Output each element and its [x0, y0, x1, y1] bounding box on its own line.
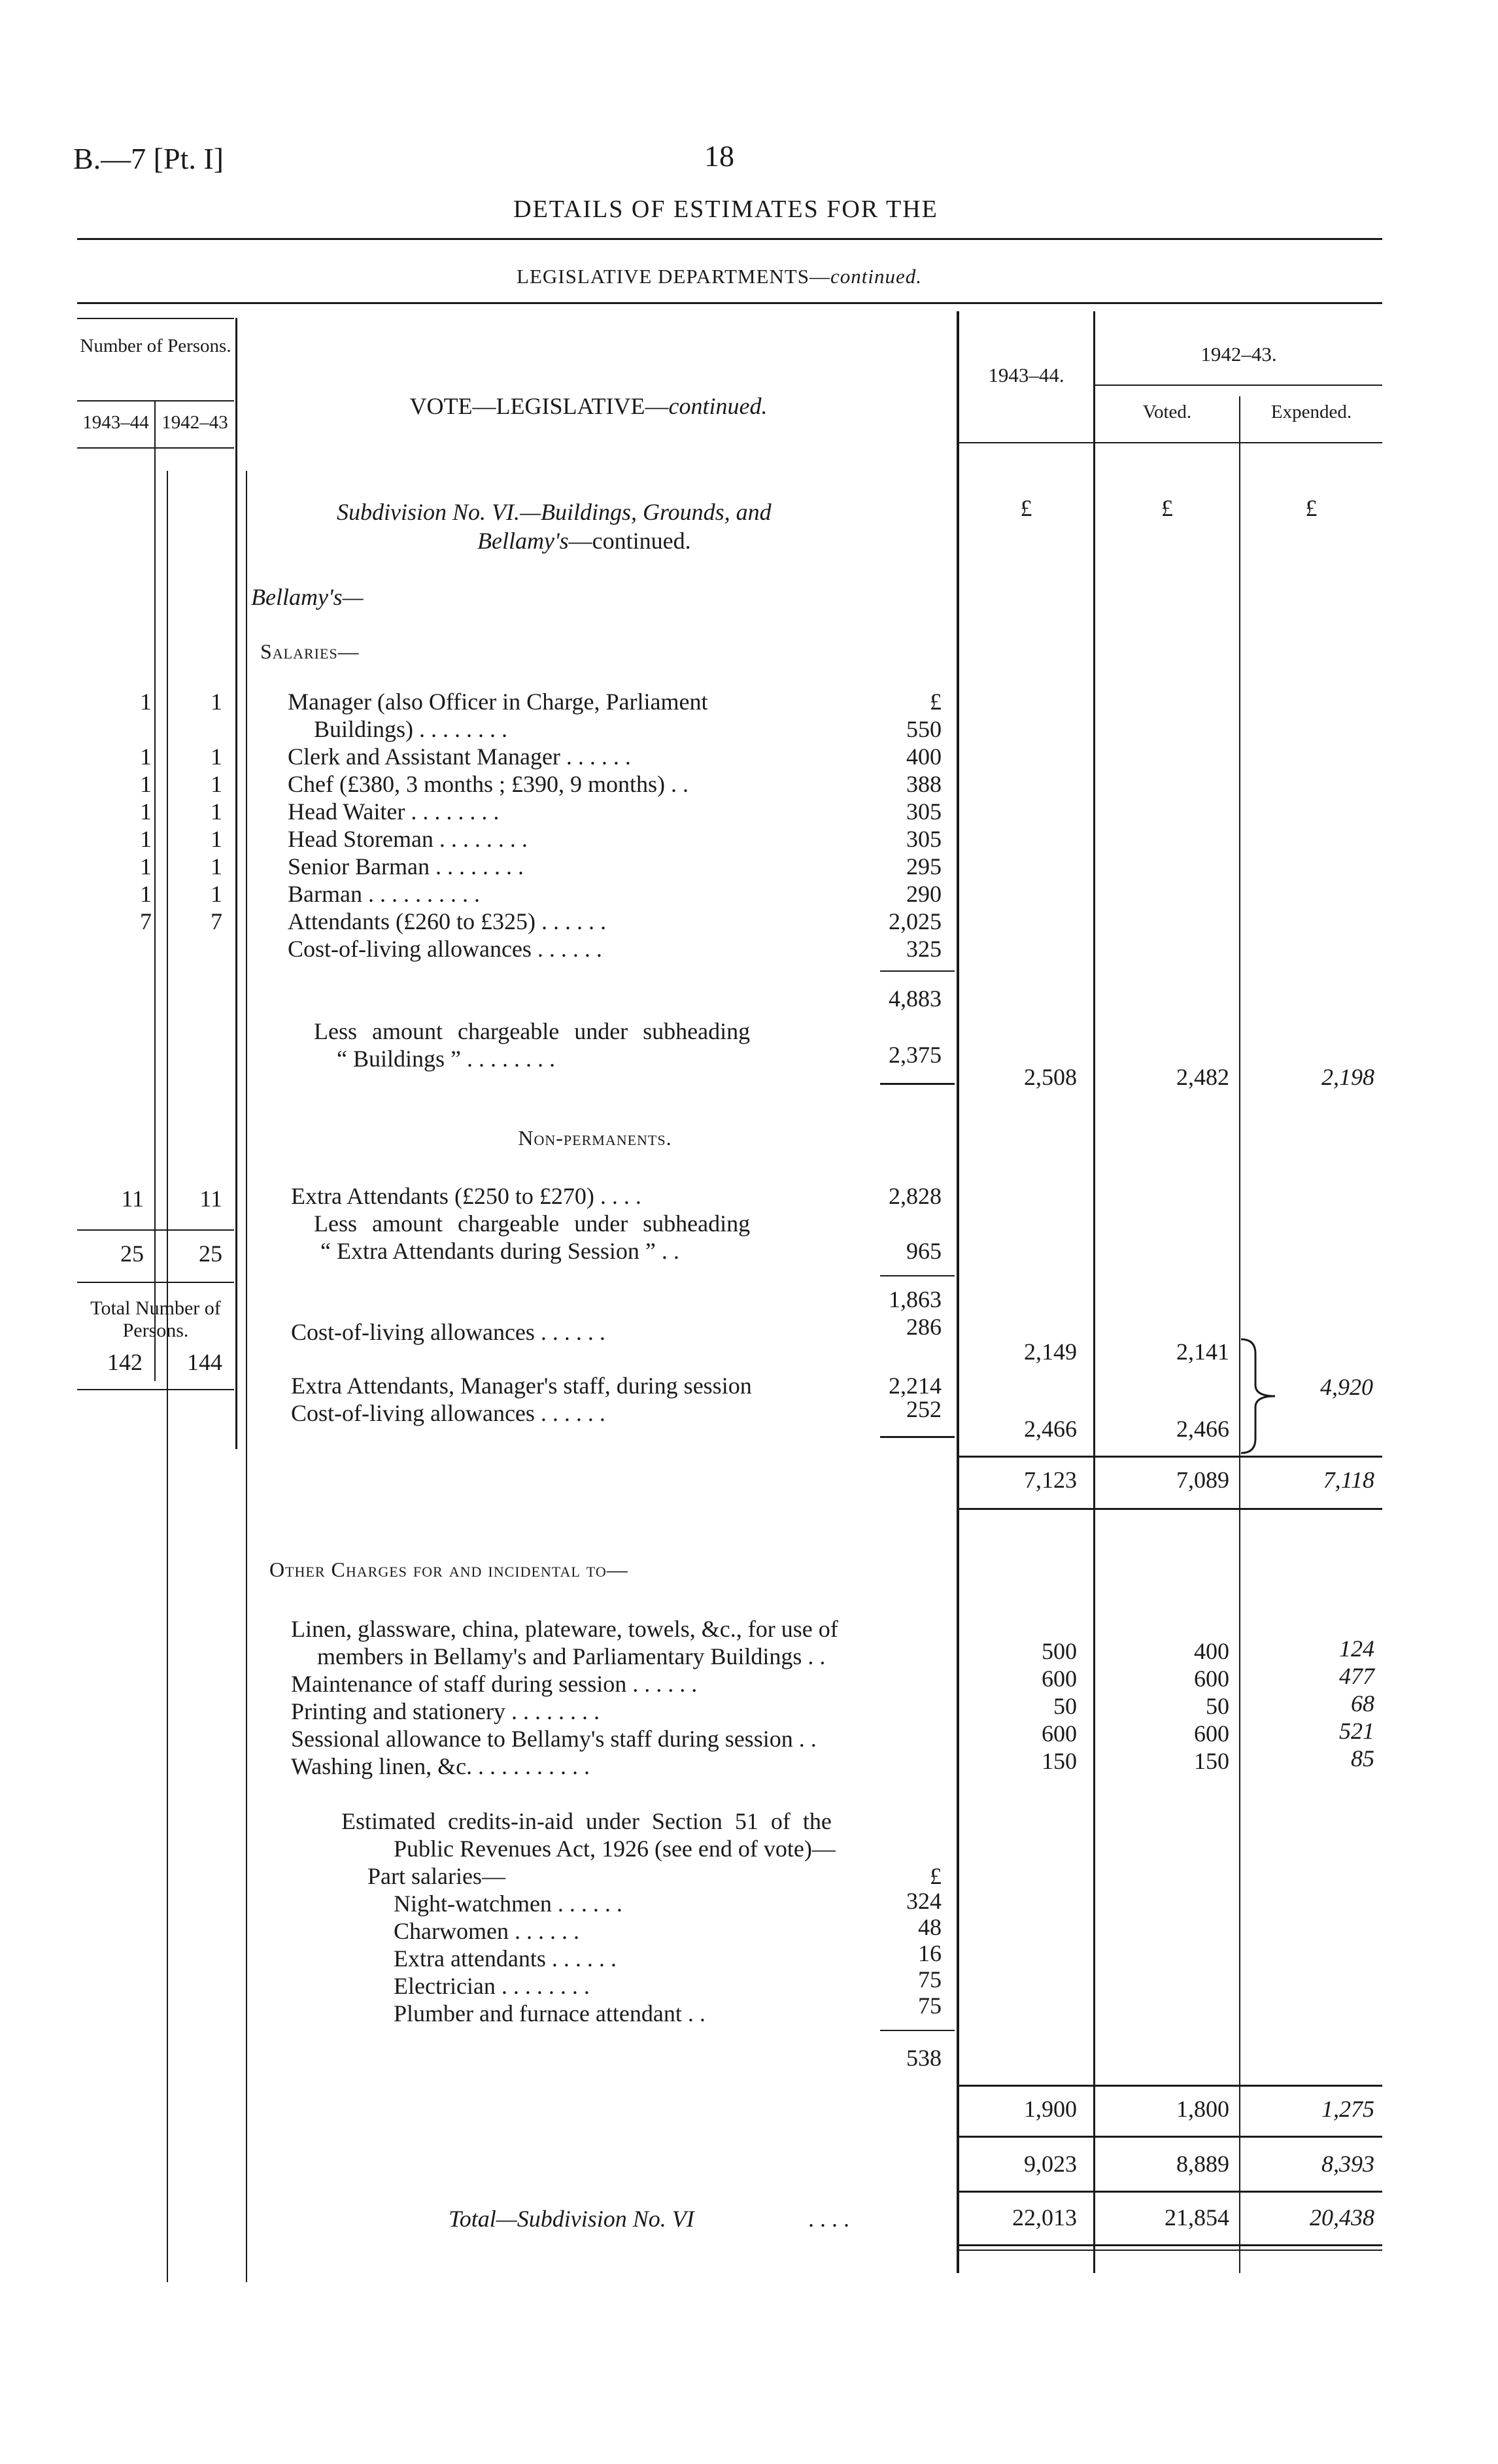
- salaries-subtotal: 4,883: [889, 985, 942, 1012]
- persons-column-line: [167, 471, 168, 2282]
- persons-1943-value: 1: [140, 853, 152, 880]
- other-charges-top-rule: [959, 2085, 1382, 2087]
- total-persons-1942: 144: [187, 1349, 222, 1375]
- credit-item-amount: 75: [918, 1966, 942, 1993]
- other-charges-total-expended: 1,275: [1321, 2096, 1374, 2122]
- subdivision-title-line1: Subdivision No. VI.—Buildings, Grounds, and: [337, 499, 772, 525]
- persons-1942-value: 1: [211, 771, 222, 797]
- subdivision-total-1943: 22,013: [1012, 2204, 1077, 2231]
- charge-voted: 400: [1194, 1638, 1229, 1664]
- persons-1942-value: 1: [211, 798, 222, 825]
- charge-voted: 50: [1206, 1693, 1229, 1719]
- persons-1942-value: 1: [211, 881, 222, 907]
- charge-item-label: Printing and stationery . . . . . . . .: [291, 1698, 600, 1724]
- salary-item-label: Buildings) . . . . . . . .: [314, 716, 508, 742]
- part-salaries-heading: Part salaries—: [367, 1863, 505, 1889]
- persons-1942-value: 1: [211, 853, 222, 880]
- charge-1943: 600: [1042, 1666, 1077, 1692]
- session-amount: 2,214: [889, 1373, 942, 1399]
- extra-persons-1943: 11: [121, 1186, 144, 1212]
- credit-item-label: Electrician . . . . . . . .: [394, 1973, 590, 1999]
- total-persons-rule: [77, 1389, 234, 1390]
- persons-1942-value: 1: [211, 744, 222, 770]
- year-1942-rule: [1093, 385, 1382, 386]
- subdivision-bellamys: Bellamy's: [477, 528, 569, 554]
- salary-item-amount: 325: [906, 936, 942, 962]
- charge-voted: 150: [1194, 1748, 1229, 1774]
- session-persons-1943: 25: [120, 1241, 144, 1267]
- credit-item-amount: 75: [918, 1993, 942, 2019]
- persons-1942-heading: 1942–43: [162, 412, 228, 433]
- salaries-subtotal-rule: [880, 970, 955, 972]
- total-persons-1943: 142: [107, 1349, 143, 1375]
- bellamys-net-expended: 2,198: [1321, 1064, 1374, 1090]
- salaries-total-voted: 7,089: [1176, 1467, 1229, 1493]
- persons-year-divider: [154, 400, 156, 1381]
- non-permanents-heading: Non-permanents.: [518, 1126, 672, 1150]
- session-persons-1942: 25: [199, 1241, 222, 1267]
- number-of-persons-heading: Number of Persons.: [80, 335, 231, 356]
- credit-item-label: Night-watchmen . . . . . .: [394, 1891, 622, 1917]
- other-charges-heading: Other Charges for and incidental to—: [269, 1558, 628, 1581]
- charge-item-label-cont: members in Bellamy's and Parliamentary Buildings . .: [317, 1643, 826, 1669]
- subtotal-bottom-rule: [959, 1508, 1382, 1510]
- subtotal-top-rule: [959, 1456, 1382, 1458]
- extra-persons-rule: [77, 1229, 234, 1231]
- persons-1942-value: 7: [211, 908, 222, 934]
- pound-voted: £: [1161, 495, 1173, 521]
- persons-1942-value: 1: [211, 689, 222, 715]
- bellamys-net-voted: 2,482: [1176, 1064, 1229, 1090]
- charge-expended: 521: [1339, 1718, 1374, 1744]
- subtitle-main: LEGISLATIVE DEPARTMENTS—: [517, 265, 830, 288]
- persons-1943-value: 1: [140, 881, 152, 907]
- charge-voted: 600: [1194, 1720, 1229, 1747]
- persons-1942-value: 1: [211, 826, 222, 852]
- page-title: DETAILS OF ESTIMATES FOR THE: [513, 196, 938, 223]
- session-persons-rule: [77, 1282, 234, 1283]
- amount-divider: [957, 311, 959, 2273]
- salary-item-amount: 290: [906, 881, 942, 907]
- salaries-total-expended: 7,118: [1323, 1467, 1374, 1493]
- subdivision-total-expended: 20,438: [1310, 2204, 1374, 2231]
- extra-net-amount: 1,863: [889, 1286, 942, 1312]
- header-bottom-rule: [959, 442, 1382, 443]
- salary-item-amount: 550: [906, 716, 942, 742]
- salaries-pound: £: [930, 689, 942, 715]
- subtitle-italic: continued.: [830, 265, 922, 288]
- salary-item-amount: 2,025: [889, 908, 942, 934]
- title-rule: [77, 238, 1382, 240]
- salary-item-amount: 305: [906, 826, 942, 852]
- extra-attendants-amount: 2,828: [889, 1183, 942, 1209]
- voted-divider-1943: [1093, 311, 1095, 2273]
- bellamys-sum-voted: 8,889: [1176, 2151, 1229, 2177]
- credit-item-amount: 324: [906, 1888, 942, 1914]
- persons-1943-value: 1: [140, 744, 152, 770]
- credit-item-label: Extra attendants . . . . . .: [394, 1945, 617, 1972]
- salaries-heading: Salaries—: [260, 640, 360, 663]
- subdivision-total-label: Total—Subdivision No. VI: [449, 2206, 694, 2232]
- salary-item-label: Chef (£380, 3 months ; £390, 9 months) . .: [288, 771, 689, 797]
- charge-1943: 50: [1053, 1693, 1077, 1719]
- persons-1943-heading: 1943–44: [82, 412, 149, 433]
- page-number: 18: [704, 139, 734, 173]
- less-extra-line1: Less amount chargeable under subheading: [314, 1210, 751, 1237]
- charge-item-label: Washing linen, &c. . . . . . . . . . .: [291, 1753, 590, 1779]
- less-buildings-rule: [880, 1083, 955, 1085]
- charge-1943: 500: [1042, 1638, 1077, 1664]
- label-left-line: [246, 471, 247, 2282]
- extra-sum-1943: 2,149: [1024, 1339, 1077, 1365]
- brace-expended-total: 4,920: [1320, 1374, 1373, 1400]
- less-extra-line2: “ Extra Attendants during Session ” . .: [320, 1238, 679, 1264]
- credit-item-amount: 48: [918, 1914, 942, 1940]
- persons-year-bottom-rule: [77, 447, 234, 449]
- subdivision-title-line2: [477, 527, 691, 555]
- charge-expended: 68: [1351, 1690, 1374, 1717]
- less-extra-rule: [880, 1275, 955, 1276]
- credit-item-amount: 16: [918, 1940, 942, 1966]
- salary-item-label: Head Waiter . . . . . . . .: [288, 798, 500, 825]
- subdivision-total-dots: . . . .: [808, 2206, 849, 2232]
- other-charges-bottom-rule: [959, 2136, 1382, 2138]
- extra-persons-1942: 11: [199, 1186, 222, 1212]
- credits-pound: £: [930, 1863, 942, 1889]
- charge-item-label: Maintenance of staff during session . . . . . .: [291, 1671, 698, 1697]
- persons-1943-value: 1: [140, 798, 152, 825]
- persons-1943-value: 1: [140, 689, 152, 715]
- extra-sum-voted: 2,141: [1176, 1339, 1229, 1365]
- vote-heading: [307, 392, 870, 420]
- bellamys-sum-expended: 8,393: [1321, 2151, 1374, 2177]
- pound-expended: £: [1305, 495, 1318, 521]
- charge-1943: 600: [1042, 1720, 1077, 1747]
- total-persons-heading: Total Number of Persons.: [90, 1297, 221, 1341]
- persons-year-top-rule: [77, 400, 234, 402]
- salary-item-label: Barman . . . . . . . . . .: [288, 881, 480, 907]
- salary-item-label: Attendants (£260 to £325) . . . . . .: [288, 908, 606, 934]
- session-sum-1943: 2,466: [1024, 1416, 1077, 1442]
- less-buildings-line2: “ Buildings ” . . . . . . . .: [337, 1046, 555, 1072]
- other-charges-total-1943: 1,900: [1024, 2096, 1077, 2122]
- credit-item-label: Plumber and furnace attendant . .: [394, 2000, 706, 2027]
- credit-item-label: Charwomen . . . . . .: [394, 1918, 579, 1944]
- persons-1943-value: 7: [140, 908, 152, 934]
- persons-1943-value: 1: [140, 771, 152, 797]
- credits-rule: [880, 2030, 955, 2031]
- bellamys-net-1943: 2,508: [1024, 1064, 1077, 1090]
- grand-total-rule-1: [959, 2244, 1382, 2246]
- session-cost-of-living-label: Cost-of-living allowances . . . . . .: [291, 1400, 605, 1426]
- salary-item-label: Cost-of-living allowances . . . . . .: [288, 936, 602, 962]
- extra-cost-of-living-label: Cost-of-living allowances . . . . . .: [291, 1319, 605, 1345]
- charge-1943: 150: [1042, 1748, 1077, 1774]
- extra-cost-of-living-amount: 286: [906, 1314, 942, 1340]
- bellamys-heading: Bellamy's—: [251, 584, 364, 610]
- subdivision-continued: —continued.: [568, 528, 691, 554]
- charge-voted: 600: [1194, 1666, 1229, 1692]
- session-rule: [880, 1436, 955, 1438]
- less-buildings-line1: Less amount chargeable under subheading: [314, 1018, 751, 1044]
- charge-expended: 477: [1339, 1663, 1374, 1689]
- grand-total-top-rule: [959, 2191, 1382, 2193]
- charge-item-label: Sessional allowance to Bellamy's staff during session . .: [291, 1726, 817, 1752]
- extra-attendants-label: Extra Attendants (£250 to £270) . . . .: [291, 1183, 641, 1209]
- salary-item-label: Manager (also Officer in Charge, Parliament: [288, 689, 708, 715]
- pound-1943: £: [1020, 495, 1032, 521]
- other-charges-total-voted: 1,800: [1176, 2096, 1229, 2122]
- bellamys-sum-1943: 9,023: [1024, 2151, 1077, 2177]
- document-reference: B.—7 [Pt. I]: [73, 142, 224, 175]
- salary-item-label: Head Storeman . . . . . . . .: [288, 826, 528, 852]
- persons-header-rule: [77, 318, 234, 319]
- salary-item-amount: 295: [906, 853, 942, 880]
- subdivision-total-voted: 21,854: [1165, 2204, 1229, 2231]
- salary-item-amount: 400: [906, 744, 942, 770]
- vote-heading-italic: continued.: [668, 393, 768, 419]
- salaries-total-1943: 7,123: [1024, 1467, 1077, 1493]
- grand-total-rule-2: [959, 2250, 1382, 2251]
- section-subtitle: [392, 265, 1046, 288]
- salary-item-label: Senior Barman . . . . . . . .: [288, 853, 524, 880]
- subtitle-rule: [77, 302, 1382, 304]
- session-sum-voted: 2,466: [1176, 1416, 1229, 1442]
- less-extra-amount: 965: [906, 1238, 942, 1264]
- session-label: Extra Attendants, Manager's staff, during session: [291, 1373, 752, 1399]
- less-buildings-amount: 2,375: [889, 1042, 942, 1068]
- voted-heading: Voted.: [1142, 402, 1192, 422]
- year-1942-heading: 1942–43.: [1200, 343, 1277, 366]
- vote-heading-main: VOTE—LEGISLATIVE—: [409, 393, 669, 419]
- persons-1943-value: 1: [140, 826, 152, 852]
- charge-item-label: Linen, glassware, china, plateware, towels, &c., for use of: [291, 1616, 838, 1642]
- credits-heading-line1: Estimated credits-in-aid under Section 51 of the: [341, 1808, 832, 1834]
- credits-total: 538: [906, 2045, 942, 2071]
- salary-item-label: Clerk and Assistant Manager . . . . . .: [288, 744, 631, 770]
- charge-expended: 85: [1351, 1745, 1374, 1771]
- expended-heading: Expended.: [1270, 402, 1352, 422]
- session-cost-of-living-amount: 252: [906, 1396, 942, 1422]
- year-1943-heading: 1943–44.: [988, 364, 1064, 386]
- persons-divider: [235, 318, 237, 1449]
- credits-heading-line2: Public Revenues Act, 1926 (see end of vote)—: [394, 1836, 836, 1862]
- salary-item-amount: 388: [906, 771, 942, 797]
- salary-item-amount: 305: [906, 798, 942, 825]
- charge-expended: 124: [1339, 1635, 1374, 1662]
